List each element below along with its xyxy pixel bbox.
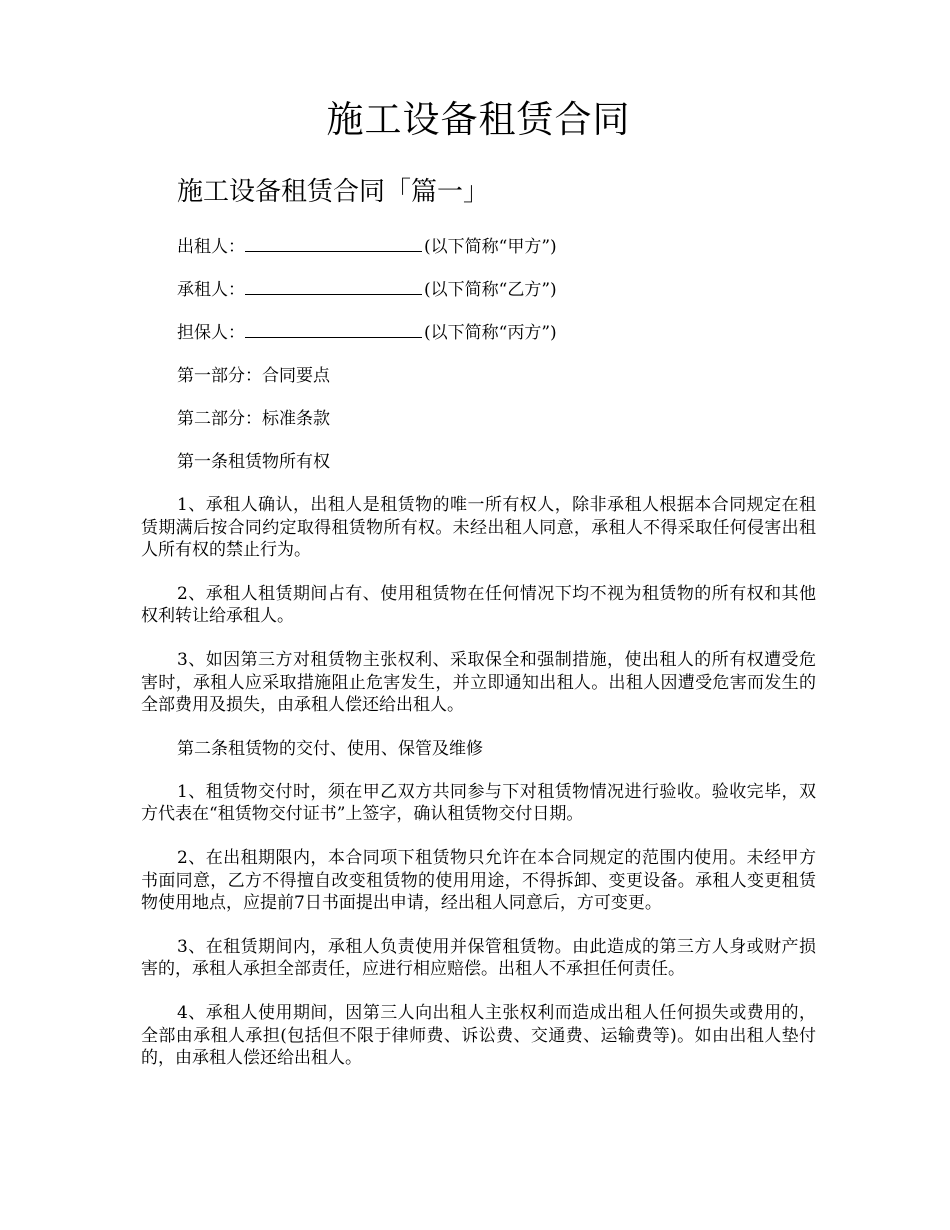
party-label-guarantor: 担保人：: [177, 323, 245, 343]
party-line-lessor: [177, 236, 816, 258]
section-heading: 施工设备租赁合同「篇一」: [177, 177, 490, 207]
party-suffix-lessee: (以下简称“乙方”): [424, 280, 557, 300]
lessor-blank-field: [245, 237, 422, 252]
party-label-lessor: 出租人：: [177, 237, 245, 257]
article-one-heading: 第一条租赁物所有权: [177, 452, 330, 472]
part-two-heading: 第二部分：标准条款: [177, 409, 330, 429]
part-one-heading: 第一部分：合同要点: [177, 366, 330, 386]
lessee-blank-field: [245, 280, 422, 295]
article-one-paragraph-2: 2、承租人租赁期间占有、使用租赁物在任何情况下均不视为租赁物的所有权和其他权利转让给承租人。: [141, 583, 816, 627]
party-label-lessee: 承租人：: [177, 280, 245, 300]
article-two-paragraph-1: 1、租赁物交付时，须在甲乙双方共同参与下对租赁物情况进行验收。验收完毕，双方代表在“租赁物交付证书”上签字，确认租赁物交付日期。: [141, 781, 816, 825]
party-suffix-lessor: (以下简称“甲方”): [424, 237, 557, 257]
article-two-paragraph-3: 3、在租赁期间内，承租人负责使用并保管租赁物。由此造成的第三方人身或财产损害的，承租人承担全部责任，应进行相应赔偿。出租人不承担任何责任。: [141, 936, 816, 980]
article-two-paragraph-4: 4、承租人使用期间，因第三人向出租人主张权利而造成出租人任何损失或费用的，全部由承租人承担(包括但不限于律师费、诉讼费、交通费、运输费等)。如由出租人垫付的，由承租人偿还给出租人。: [141, 1002, 816, 1069]
party-suffix-guarantor: (以下简称“丙方”): [424, 323, 557, 343]
guarantor-blank-field: [245, 323, 422, 338]
party-line-lessee: [177, 279, 816, 301]
document-title: 施工设备租赁合同: [326, 98, 631, 141]
parties-block: [141, 236, 816, 344]
article-two-paragraph-2: 2、在出租期限内，本合同项下租赁物只允许在本合同规定的范围内使用。未经甲方书面同意，乙方不得擅自改变租赁物的使用用途，不得拆卸、变更设备。承租人变更租赁物使用地点，应提前7日书面提出申请，经出租人同意后，方可变更。: [141, 847, 816, 914]
party-line-guarantor: [177, 322, 816, 344]
article-two-heading: 第二条租赁物的交付、使用、保管及维修: [177, 738, 483, 759]
article-one-paragraph-3: 3、如因第三方对租赁物主张权利、采取保全和强制措施，使出租人的所有权遭受危害时，承租人应采取措施阻止危害发生，并立即通知出租人。出租人因遭受危害而发生的全部费用及损失，由承租人偿还给出租人。: [141, 649, 816, 716]
article-one-paragraph-1: 1、承租人确认，出租人是租赁物的唯一所有权人，除非承租人根据本合同规定在租赁期满后按合同约定取得租赁物所有权。未经出租人同意，承租人不得采取任何侵害出租人所有权的禁止行为。: [141, 495, 816, 561]
